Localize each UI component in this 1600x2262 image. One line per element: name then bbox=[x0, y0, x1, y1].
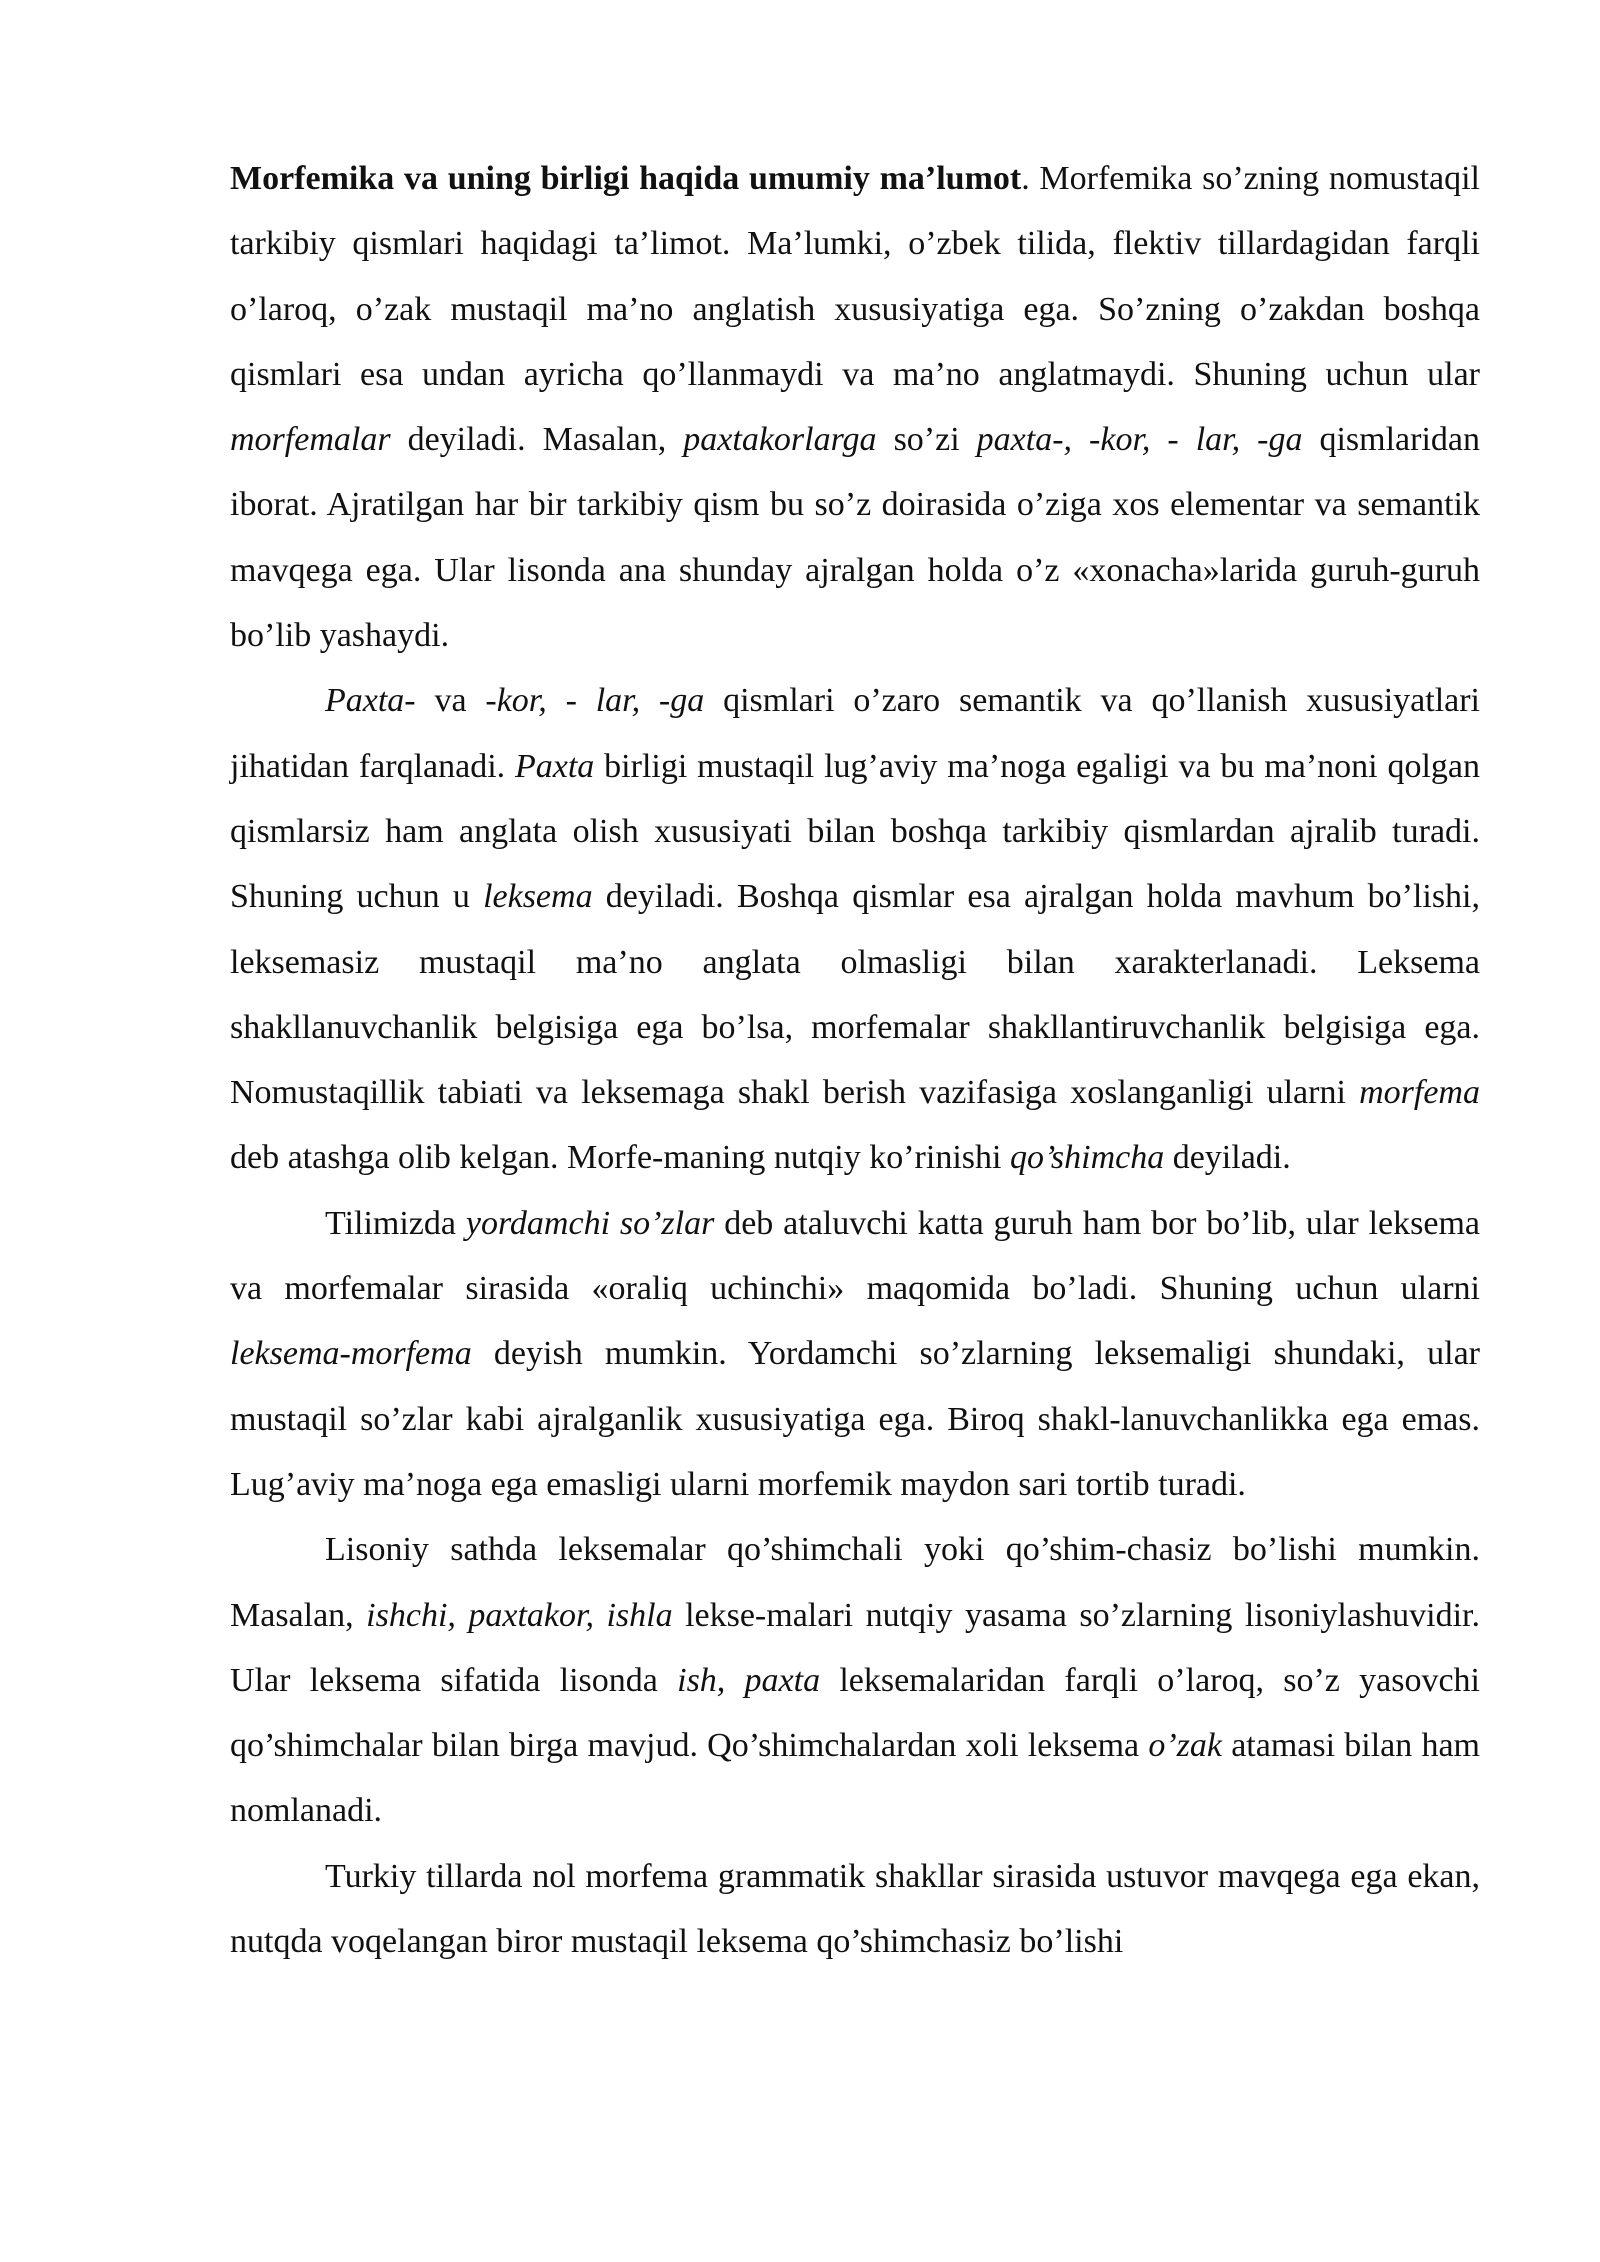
term-italic: leksema bbox=[483, 878, 593, 916]
paragraph-5 bbox=[230, 1844, 1480, 1975]
text-run: so’zi bbox=[876, 421, 977, 459]
section-heading: Morfemika va uning birligi haqida umumiy ma’lumot bbox=[230, 160, 1022, 197]
term-italic: ish, paxta bbox=[677, 1661, 821, 1699]
term-italic: paxtakorlarga bbox=[683, 421, 877, 459]
term-italic: morfema bbox=[1359, 1074, 1480, 1112]
text-run: atamasi bilan ham nomlanadi. bbox=[230, 1727, 1480, 1830]
term-italic: leksema-morfema bbox=[230, 1335, 472, 1373]
term-italic: ishchi, paxtakor, ishla bbox=[366, 1596, 673, 1634]
text-run: leksemalaridan farqli o’laroq, so’z yasovchi qo’shimchalar bilan birga mavjud. Qo’shimchalardan xoli leksema bbox=[230, 1661, 1480, 1765]
text-run: deb ataluvchi katta guruh ham bor bo’lib, ular leksema va morfemalar sirasida «oraliq uchinchi» maqomida bo’ladi. Shuning uchun ularni bbox=[230, 1204, 1480, 1308]
term-italic: o’zak bbox=[1148, 1727, 1222, 1765]
term-italic: -kor, - lar, -ga bbox=[485, 682, 705, 720]
text-run: deyiladi. Masalan, bbox=[390, 421, 684, 459]
text-run: qismlari o’zaro semantik va qo’llanish xususiyatlari jihatidan farqlanadi. bbox=[230, 682, 1481, 785]
paragraph-4 bbox=[230, 1517, 1480, 1843]
text-run: va bbox=[415, 682, 486, 720]
paragraph-2 bbox=[230, 668, 1480, 1190]
term-italic: Paxta bbox=[515, 747, 595, 785]
term-italic: paxta-, -kor, - lar, -ga bbox=[976, 421, 1303, 459]
text-run: Turkiy tillarda nol morfema grammatik shakllar sirasida ustuvor mavqega ega ekan, nutqda voqelangan biror mustaqil leksema qo’shimchasiz bo’lishi bbox=[230, 1857, 1480, 1961]
paragraph-1 bbox=[230, 146, 1480, 668]
text-run: . Morfemika so’zning nomustaqil tarkibiy qismlari haqidagi ta’limot. Ma’lumki, o’zbek tilida, flektiv tillardagidan farqli o’laroq, o’zak mustaqil ma’no anglatish xususiyatiga ega. So’zning o’zakdan boshqa qismlari esa undan ayricha qo’llanmaydi va ma’no anglatmaydi. Shuning uchun ular bbox=[230, 160, 1480, 393]
text-run: birligi mustaqil lug’aviy ma’noga egaligi va bu ma’noni qolgan qismlarsiz ham anglata olish xususiyati bilan boshqa tarkibiy qismlardan ajralib turadi. Shuning uchun u bbox=[230, 747, 1480, 916]
term-italic: yordamchi so’zlar bbox=[465, 1204, 715, 1242]
text-run: deyiladi. Boshqa qismlar esa ajralgan holda mavhum bo’lishi, leksemasiz mustaqil ma’no anglata olmasligi bilan xarakterlanadi. Leksema shakllanuvchanlik belgisiga ega bo’lsa, morfemalar shakllantiruvchanlik belgisiga ega. Nomustaqillik tabiati va leksemaga shakl berish vazifasiga xoslanganligi ularni bbox=[230, 878, 1480, 1112]
term-italic: qo’shimcha bbox=[1009, 1139, 1165, 1177]
paragraph-3 bbox=[230, 1191, 1480, 1517]
text-run: deyish mumkin. Yordamchi so’zlarning leksemaligi shundaki, ular mustaqil so’zlar kabi ajralganlik xususiyatiga ega. Biroq shakl-lanuvchanlikka ega emas. Lug’aviy ma’noga ega emasligi ularni morfemik maydon sari tortib turadi. bbox=[230, 1335, 1480, 1503]
text-run: deyiladi. bbox=[1164, 1139, 1291, 1177]
term-italic: Paxta- bbox=[325, 682, 416, 720]
document-page bbox=[230, 146, 1480, 1974]
text-run: lekse-malari nutqiy yasama so’zlarning lisoniylashuvidir. Ular leksema sifatida lisonda bbox=[230, 1596, 1480, 1699]
text-run: deb atashga olib kelgan. Morfe-maning nutqiy ko’rinishi bbox=[230, 1139, 1010, 1177]
text-run: qismlaridan iborat. Ajratilgan har bir tarkibiy qism bu so’z doirasida o’ziga xos elementar va semantik mavqega ega. Ular lisonda ana shunday ajralgan holda o’z «xonacha»larida guruh-guruh bo’lib yashaydi. bbox=[230, 421, 1481, 655]
term-italic: morfemalar bbox=[230, 421, 391, 459]
text-run: Lisoniy sathda leksemalar qo’shimchali yoki qo’shim-chasiz bo’lishi mumkin. Masalan, bbox=[230, 1531, 1480, 1634]
text-run: Tilimizda bbox=[325, 1204, 466, 1242]
